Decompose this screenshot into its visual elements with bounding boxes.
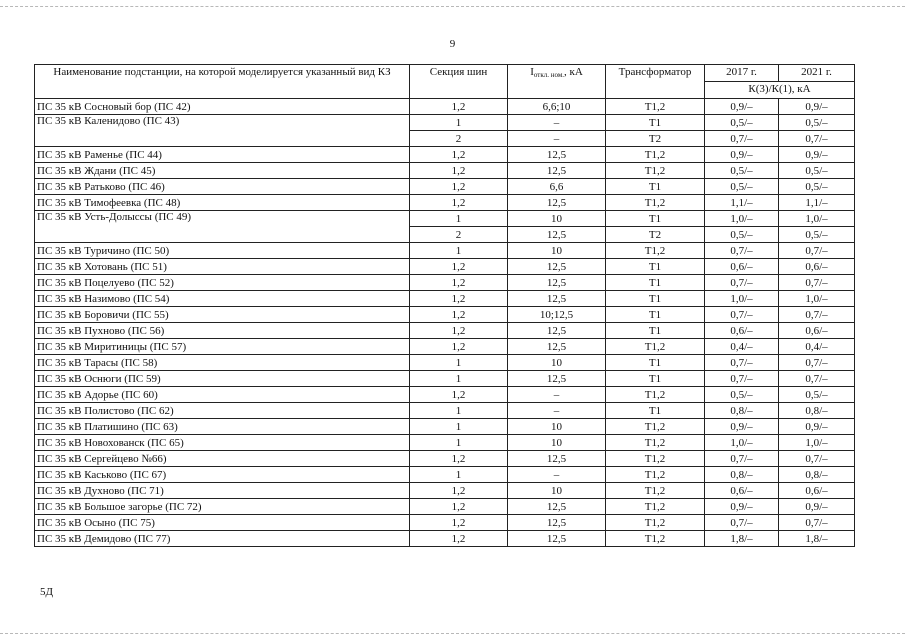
cell-breaking-current: 12,5 bbox=[508, 515, 606, 531]
cell-value-2017: 0,5/– bbox=[705, 227, 779, 243]
cell-breaking-current: 10 bbox=[508, 435, 606, 451]
cell-transformer: Т1,2 bbox=[606, 451, 705, 467]
cell-transformer: Т1,2 bbox=[606, 515, 705, 531]
cell-bus-section: 1 bbox=[410, 403, 508, 419]
cell-bus-section: 1,2 bbox=[410, 99, 508, 115]
header-year-2017: 2017 г. bbox=[705, 65, 779, 82]
cell-transformer: Т1 bbox=[606, 115, 705, 131]
header-breaking-current bbox=[508, 65, 606, 99]
cell-bus-section: 2 bbox=[410, 227, 508, 243]
cell-breaking-current: 12,5 bbox=[508, 291, 606, 307]
cell-substation-name: ПС 35 кВ Новохованск (ПС 65) bbox=[35, 435, 410, 451]
header-substation-name: Наименование подстанции, на которой моделируется указанный вид КЗ bbox=[35, 65, 410, 99]
cell-bus-section: 1,2 bbox=[410, 339, 508, 355]
cell-value-2021: 0,8/– bbox=[779, 403, 855, 419]
cell-bus-section: 1 bbox=[410, 371, 508, 387]
table-row bbox=[35, 403, 855, 419]
short-circuit-table bbox=[34, 64, 855, 547]
cell-substation-name: ПС 35 кВ Усть-Долыссы (ПС 49) bbox=[35, 211, 410, 243]
cell-breaking-current: 10 bbox=[508, 419, 606, 435]
cell-transformer: Т2 bbox=[606, 131, 705, 147]
table-row bbox=[35, 451, 855, 467]
table-row bbox=[35, 99, 855, 115]
cell-substation-name: ПС 35 кВ Осыно (ПС 75) bbox=[35, 515, 410, 531]
cell-breaking-current: 10 bbox=[508, 211, 606, 227]
cell-breaking-current: 12,5 bbox=[508, 531, 606, 547]
table-row bbox=[35, 387, 855, 403]
cell-transformer: Т1 bbox=[606, 211, 705, 227]
cell-transformer: Т1,2 bbox=[606, 243, 705, 259]
header-transformer: Трансформатор bbox=[606, 65, 705, 99]
cell-substation-name: ПС 35 кВ Большое загорье (ПС 72) bbox=[35, 499, 410, 515]
header-current-symbol: I bbox=[530, 66, 534, 78]
cell-substation-name: ПС 35 кВ Духново (ПС 71) bbox=[35, 483, 410, 499]
header-year-2021: 2021 г. bbox=[779, 65, 855, 82]
cell-value-2017: 0,5/– bbox=[705, 179, 779, 195]
cell-value-2021: 0,5/– bbox=[779, 179, 855, 195]
page-number: 9 bbox=[449, 38, 456, 50]
cell-value-2021: 0,8/– bbox=[779, 467, 855, 483]
cell-substation-name: ПС 35 кВ Демидово (ПС 77) bbox=[35, 531, 410, 547]
cell-value-2021: 1,8/– bbox=[779, 531, 855, 547]
table-row bbox=[35, 435, 855, 451]
cell-value-2021: 0,6/– bbox=[779, 483, 855, 499]
cell-breaking-current: 6,6;10 bbox=[508, 99, 606, 115]
cell-substation-name: ПС 35 кВ Адорье (ПС 60) bbox=[35, 387, 410, 403]
cell-value-2017: 0,9/– bbox=[705, 499, 779, 515]
cell-transformer: Т1 bbox=[606, 307, 705, 323]
cell-substation-name: ПС 35 кВ Полистово (ПС 62) bbox=[35, 403, 410, 419]
cell-value-2021: 1,0/– bbox=[779, 291, 855, 307]
cell-bus-section: 1,2 bbox=[410, 291, 508, 307]
cell-bus-section: 1,2 bbox=[410, 387, 508, 403]
cell-value-2017: 0,7/– bbox=[705, 275, 779, 291]
cell-substation-name: ПС 35 кВ Хотовань (ПС 51) bbox=[35, 259, 410, 275]
table-row bbox=[35, 467, 855, 483]
bottom-scan-edge bbox=[0, 633, 905, 634]
table-row bbox=[35, 275, 855, 291]
cell-breaking-current: 6,6 bbox=[508, 179, 606, 195]
table-row bbox=[35, 323, 855, 339]
cell-breaking-current: 12,5 bbox=[508, 163, 606, 179]
cell-value-2021: 0,7/– bbox=[779, 307, 855, 323]
cell-value-2017: 0,9/– bbox=[705, 419, 779, 435]
table-row bbox=[35, 355, 855, 371]
cell-transformer: Т1 bbox=[606, 323, 705, 339]
cell-value-2017: 0,5/– bbox=[705, 115, 779, 131]
table-row bbox=[35, 211, 855, 227]
cell-value-2017: 0,7/– bbox=[705, 131, 779, 147]
table-row bbox=[35, 499, 855, 515]
cell-substation-name: ПС 35 кВ Туричино (ПС 50) bbox=[35, 243, 410, 259]
table-row bbox=[35, 371, 855, 387]
cell-bus-section: 1,2 bbox=[410, 179, 508, 195]
cell-transformer: Т1 bbox=[606, 355, 705, 371]
cell-value-2017: 0,7/– bbox=[705, 371, 779, 387]
cell-value-2021: 0,7/– bbox=[779, 275, 855, 291]
footer-mark: 5Д bbox=[40, 586, 54, 598]
table-row bbox=[35, 291, 855, 307]
cell-value-2017: 1,0/– bbox=[705, 435, 779, 451]
cell-substation-name: ПС 35 кВ Платишино (ПС 63) bbox=[35, 419, 410, 435]
cell-breaking-current: 10 bbox=[508, 243, 606, 259]
cell-substation-name: ПС 35 кВ Тарасы (ПС 58) bbox=[35, 355, 410, 371]
cell-value-2017: 0,7/– bbox=[705, 515, 779, 531]
cell-value-2017: 0,7/– bbox=[705, 307, 779, 323]
cell-transformer: Т1 bbox=[606, 371, 705, 387]
cell-substation-name: ПС 35 кВ Ратьково (ПС 46) bbox=[35, 179, 410, 195]
table-row bbox=[35, 115, 855, 131]
table-row bbox=[35, 419, 855, 435]
cell-breaking-current: 12,5 bbox=[508, 275, 606, 291]
table-row bbox=[35, 163, 855, 179]
cell-value-2021: 0,5/– bbox=[779, 227, 855, 243]
cell-transformer: Т1,2 bbox=[606, 387, 705, 403]
cell-substation-name: ПС 35 кВ Поцелуево (ПС 52) bbox=[35, 275, 410, 291]
cell-bus-section: 1,2 bbox=[410, 515, 508, 531]
cell-value-2017: 1,0/– bbox=[705, 291, 779, 307]
cell-transformer: Т1,2 bbox=[606, 467, 705, 483]
cell-breaking-current: 12,5 bbox=[508, 147, 606, 163]
header-bus-section: Секция шин bbox=[410, 65, 508, 99]
table-header bbox=[35, 65, 855, 99]
table-row bbox=[35, 483, 855, 499]
cell-transformer: Т1,2 bbox=[606, 163, 705, 179]
cell-breaking-current: – bbox=[508, 467, 606, 483]
cell-transformer: Т2 bbox=[606, 227, 705, 243]
cell-value-2017: 0,5/– bbox=[705, 387, 779, 403]
table-row bbox=[35, 531, 855, 547]
cell-value-2017: 0,6/– bbox=[705, 259, 779, 275]
cell-bus-section: 1,2 bbox=[410, 195, 508, 211]
cell-breaking-current: 10;12,5 bbox=[508, 307, 606, 323]
table-body bbox=[35, 99, 855, 547]
cell-value-2017: 0,6/– bbox=[705, 483, 779, 499]
table-row bbox=[35, 195, 855, 211]
cell-value-2017: 0,8/– bbox=[705, 403, 779, 419]
table-row bbox=[35, 307, 855, 323]
cell-value-2017: 0,9/– bbox=[705, 99, 779, 115]
cell-bus-section: 1 bbox=[410, 467, 508, 483]
cell-substation-name: ПС 35 кВ Пухново (ПС 56) bbox=[35, 323, 410, 339]
cell-transformer: Т1,2 bbox=[606, 99, 705, 115]
cell-value-2021: 0,7/– bbox=[779, 355, 855, 371]
cell-value-2021: 0,4/– bbox=[779, 339, 855, 355]
cell-value-2017: 0,8/– bbox=[705, 467, 779, 483]
cell-breaking-current: 10 bbox=[508, 483, 606, 499]
header-current-subscript: откл. ном. bbox=[533, 71, 565, 79]
cell-value-2021: 0,9/– bbox=[779, 419, 855, 435]
cell-value-2021: 0,9/– bbox=[779, 99, 855, 115]
header-short-circuit-ratio: К(3)/К(1), кА bbox=[705, 82, 855, 99]
cell-value-2021: 0,9/– bbox=[779, 499, 855, 515]
table-row bbox=[35, 243, 855, 259]
cell-value-2017: 0,5/– bbox=[705, 163, 779, 179]
cell-bus-section: 1,2 bbox=[410, 499, 508, 515]
cell-transformer: Т1 bbox=[606, 291, 705, 307]
cell-transformer: Т1 bbox=[606, 403, 705, 419]
cell-bus-section: 1 bbox=[410, 435, 508, 451]
cell-value-2017: 0,4/– bbox=[705, 339, 779, 355]
cell-value-2021: 1,1/– bbox=[779, 195, 855, 211]
cell-transformer: Т1,2 bbox=[606, 339, 705, 355]
cell-value-2021: 0,5/– bbox=[779, 387, 855, 403]
cell-bus-section: 1,2 bbox=[410, 259, 508, 275]
cell-value-2021: 1,0/– bbox=[779, 435, 855, 451]
cell-substation-name: ПС 35 кВ Сергейцево №66) bbox=[35, 451, 410, 467]
cell-value-2017: 1,0/– bbox=[705, 211, 779, 227]
cell-bus-section: 1 bbox=[410, 419, 508, 435]
cell-bus-section: 1 bbox=[410, 243, 508, 259]
cell-value-2021: 0,7/– bbox=[779, 515, 855, 531]
cell-breaking-current: – bbox=[508, 115, 606, 131]
top-scan-edge bbox=[0, 6, 905, 7]
cell-bus-section: 1,2 bbox=[410, 531, 508, 547]
cell-value-2021: 0,7/– bbox=[779, 131, 855, 147]
cell-transformer: Т1 bbox=[606, 275, 705, 291]
cell-value-2017: 1,1/– bbox=[705, 195, 779, 211]
cell-substation-name: ПС 35 кВ Миритиницы (ПС 57) bbox=[35, 339, 410, 355]
cell-bus-section: 1,2 bbox=[410, 323, 508, 339]
cell-breaking-current: 12,5 bbox=[508, 451, 606, 467]
cell-breaking-current: – bbox=[508, 387, 606, 403]
table-row bbox=[35, 339, 855, 355]
cell-transformer: Т1,2 bbox=[606, 147, 705, 163]
cell-breaking-current: 12,5 bbox=[508, 499, 606, 515]
cell-transformer: Т1,2 bbox=[606, 195, 705, 211]
table-row bbox=[35, 147, 855, 163]
cell-substation-name: ПС 35 кВ Назимово (ПС 54) bbox=[35, 291, 410, 307]
table-row bbox=[35, 259, 855, 275]
cell-value-2021: 0,6/– bbox=[779, 323, 855, 339]
table-row bbox=[35, 179, 855, 195]
cell-substation-name: ПС 35 кВ Боровичи (ПС 55) bbox=[35, 307, 410, 323]
cell-breaking-current: 10 bbox=[508, 355, 606, 371]
cell-bus-section: 1,2 bbox=[410, 307, 508, 323]
cell-substation-name: ПС 35 кВ Тимофеевка (ПС 48) bbox=[35, 195, 410, 211]
cell-breaking-current: 12,5 bbox=[508, 259, 606, 275]
cell-substation-name: ПС 35 кВ Раменье (ПС 44) bbox=[35, 147, 410, 163]
cell-substation-name: ПС 35 кВ Сосновый бор (ПС 42) bbox=[35, 99, 410, 115]
cell-value-2017: 0,9/– bbox=[705, 147, 779, 163]
cell-bus-section: 1,2 bbox=[410, 147, 508, 163]
cell-bus-section: 1,2 bbox=[410, 163, 508, 179]
cell-value-2021: 0,6/– bbox=[779, 259, 855, 275]
cell-value-2017: 0,6/– bbox=[705, 323, 779, 339]
cell-bus-section: 1,2 bbox=[410, 483, 508, 499]
cell-transformer: Т1,2 bbox=[606, 499, 705, 515]
cell-breaking-current: 12,5 bbox=[508, 323, 606, 339]
cell-transformer: Т1,2 bbox=[606, 483, 705, 499]
cell-bus-section: 1 bbox=[410, 355, 508, 371]
table-row bbox=[35, 515, 855, 531]
cell-substation-name: ПС 35 кВ Каськово (ПС 67) bbox=[35, 467, 410, 483]
cell-value-2021: 0,7/– bbox=[779, 243, 855, 259]
cell-value-2021: 0,7/– bbox=[779, 451, 855, 467]
cell-value-2017: 0,7/– bbox=[705, 355, 779, 371]
cell-breaking-current: – bbox=[508, 131, 606, 147]
cell-substation-name: ПС 35 кВ Ждани (ПС 45) bbox=[35, 163, 410, 179]
cell-transformer: Т1,2 bbox=[606, 419, 705, 435]
cell-breaking-current: – bbox=[508, 403, 606, 419]
cell-bus-section: 1 bbox=[410, 211, 508, 227]
cell-value-2021: 0,9/– bbox=[779, 147, 855, 163]
cell-transformer: Т1 bbox=[606, 179, 705, 195]
cell-transformer: Т1 bbox=[606, 259, 705, 275]
cell-substation-name: ПС 35 кВ Оснюги (ПС 59) bbox=[35, 371, 410, 387]
cell-value-2017: 0,7/– bbox=[705, 243, 779, 259]
cell-breaking-current: 12,5 bbox=[508, 339, 606, 355]
cell-value-2021: 0,7/– bbox=[779, 371, 855, 387]
cell-value-2017: 0,7/– bbox=[705, 451, 779, 467]
cell-breaking-current: 12,5 bbox=[508, 371, 606, 387]
cell-value-2021: 0,5/– bbox=[779, 115, 855, 131]
cell-value-2021: 0,5/– bbox=[779, 163, 855, 179]
cell-value-2021: 1,0/– bbox=[779, 211, 855, 227]
cell-bus-section: 2 bbox=[410, 131, 508, 147]
cell-breaking-current: 12,5 bbox=[508, 227, 606, 243]
cell-transformer: Т1,2 bbox=[606, 435, 705, 451]
cell-bus-section: 1,2 bbox=[410, 275, 508, 291]
cell-bus-section: 1 bbox=[410, 115, 508, 131]
header-current-unit: , кА bbox=[564, 66, 583, 78]
cell-transformer: Т1,2 bbox=[606, 531, 705, 547]
cell-value-2017: 1,8/– bbox=[705, 531, 779, 547]
cell-breaking-current: 12,5 bbox=[508, 195, 606, 211]
cell-substation-name: ПС 35 кВ Каленидово (ПС 43) bbox=[35, 115, 410, 147]
cell-bus-section: 1,2 bbox=[410, 451, 508, 467]
